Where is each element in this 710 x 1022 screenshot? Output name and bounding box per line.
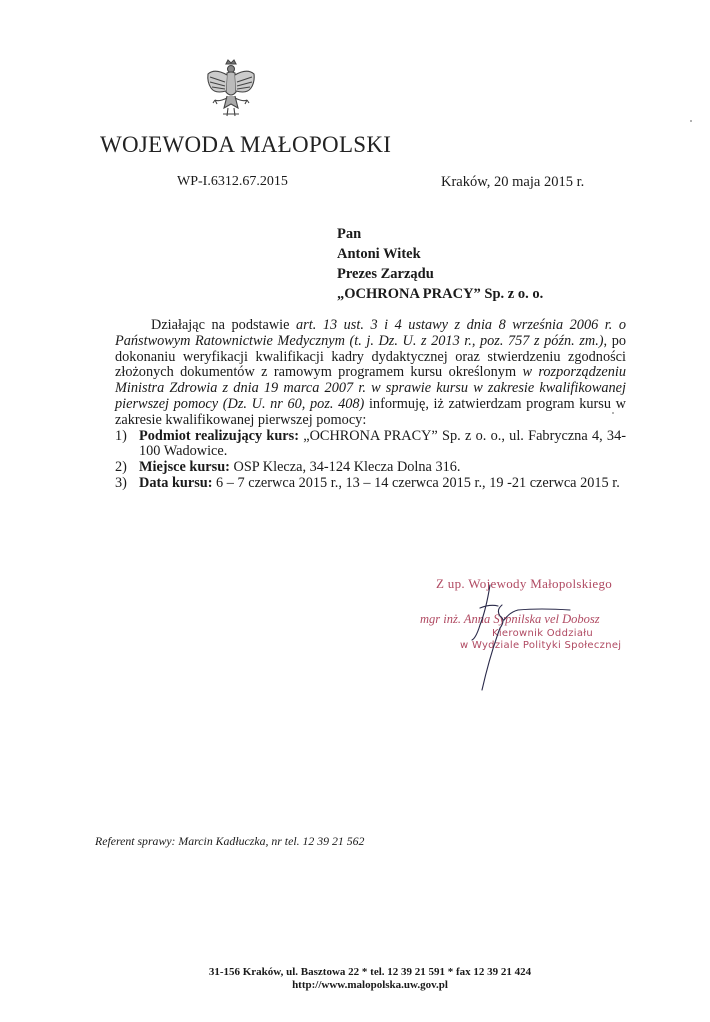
place-and-date: Kraków, 20 maja 2015 r. [441, 174, 585, 190]
item-value: „OCHRONA PRACY” Sp. z o. o., ul. Fabryczna 4, 34-100 Wadowice. [139, 427, 626, 460]
issuer-title: WOJEWODA MAŁOPOLSKI [100, 132, 392, 157]
handwritten-signature-icon [460, 580, 580, 695]
list-item-dates [115, 476, 626, 492]
list-item-location [115, 460, 626, 476]
recipient-address [337, 224, 543, 304]
item-label: Data kursu: [139, 474, 213, 491]
item-value: OSP Klecza, 34-124 Klecza Dolna 316. [229, 459, 461, 476]
stamp-signatory-position: Kierownik Oddziału [492, 628, 594, 639]
item-label: Miejsce kursu: [139, 459, 230, 476]
item-label: Podmiot realizujący kurs: [139, 427, 299, 444]
item-value: 6 – 7 czerwca 2015 r., 13 – 14 czerwca 2015 r., 19 -21 czerwca 2015 r. [212, 474, 620, 491]
eagle-emblem-icon [205, 58, 257, 126]
body-text: informuję, iż zatwierdzam program kursu w zakresie kwalifikowanej pierwszej pomocy: [115, 395, 626, 428]
body-paragraph [115, 318, 626, 429]
stamp-department: w Wydziale Polityki Społecznej [460, 640, 622, 651]
footer-address: 31-156 Kraków, ul. Basztowa 22 * tel. 12 39 21 591 * fax 12 39 21 424 [208, 966, 532, 978]
stamp-signatory-name: mgr inż. Anna Sypnilska vel Dobosz [420, 612, 600, 626]
stamp-authorization: Z up. Wojewody Małopolskiego [436, 576, 613, 591]
scan-speck [612, 412, 614, 414]
scan-speck [690, 120, 692, 122]
body-text: Działając na podstawie [151, 317, 297, 333]
letter-body [115, 318, 626, 492]
footer-website-link[interactable]: http://www.malopolska.uw.gov.pl [292, 979, 448, 991]
case-officer-note: Referent sprawy: Marcin Kadłuczka, nr tel. 12 39 21 562 [95, 834, 365, 848]
item-number: 3) [115, 474, 127, 491]
list-item-provider [115, 429, 626, 461]
recipient-name: Antoni Witek [337, 246, 421, 262]
recipient-salutation: Pan [337, 226, 362, 242]
reference-number: WP-I.6312.67.2015 [177, 174, 288, 189]
legal-basis-citation: art. 13 ust. 3 i 4 ustawy z dnia 8 września 2006 r. o Państwowym Ratownictwie Medycznym (t. j. Dz. U. z 2013 r., poz. 757 z późn. zm.) [115, 317, 627, 349]
item-number: 1) [115, 427, 127, 444]
body-text: , po dokonaniu weryfikacji kwalifikacji kadry dydaktycznej oraz stwierdzeniu zgodności złożonych dokumentów z ramowym programem kursu określonym [115, 332, 626, 381]
item-number: 2) [115, 459, 127, 476]
course-details-list [115, 429, 626, 492]
recipient-position: Prezes Zarządu [337, 266, 434, 282]
regulation-citation: w rozporządzeniu Ministra Zdrowia z dnia 19 marca 2007 r. w sprawie kursu w zakresie kwalifikowanej pierwszej pomocy (Dz. U. nr 60, poz. 408) [115, 364, 626, 412]
recipient-company: „OCHRONA PRACY” Sp. z o. o. [337, 286, 544, 302]
footer-contact [180, 966, 560, 992]
